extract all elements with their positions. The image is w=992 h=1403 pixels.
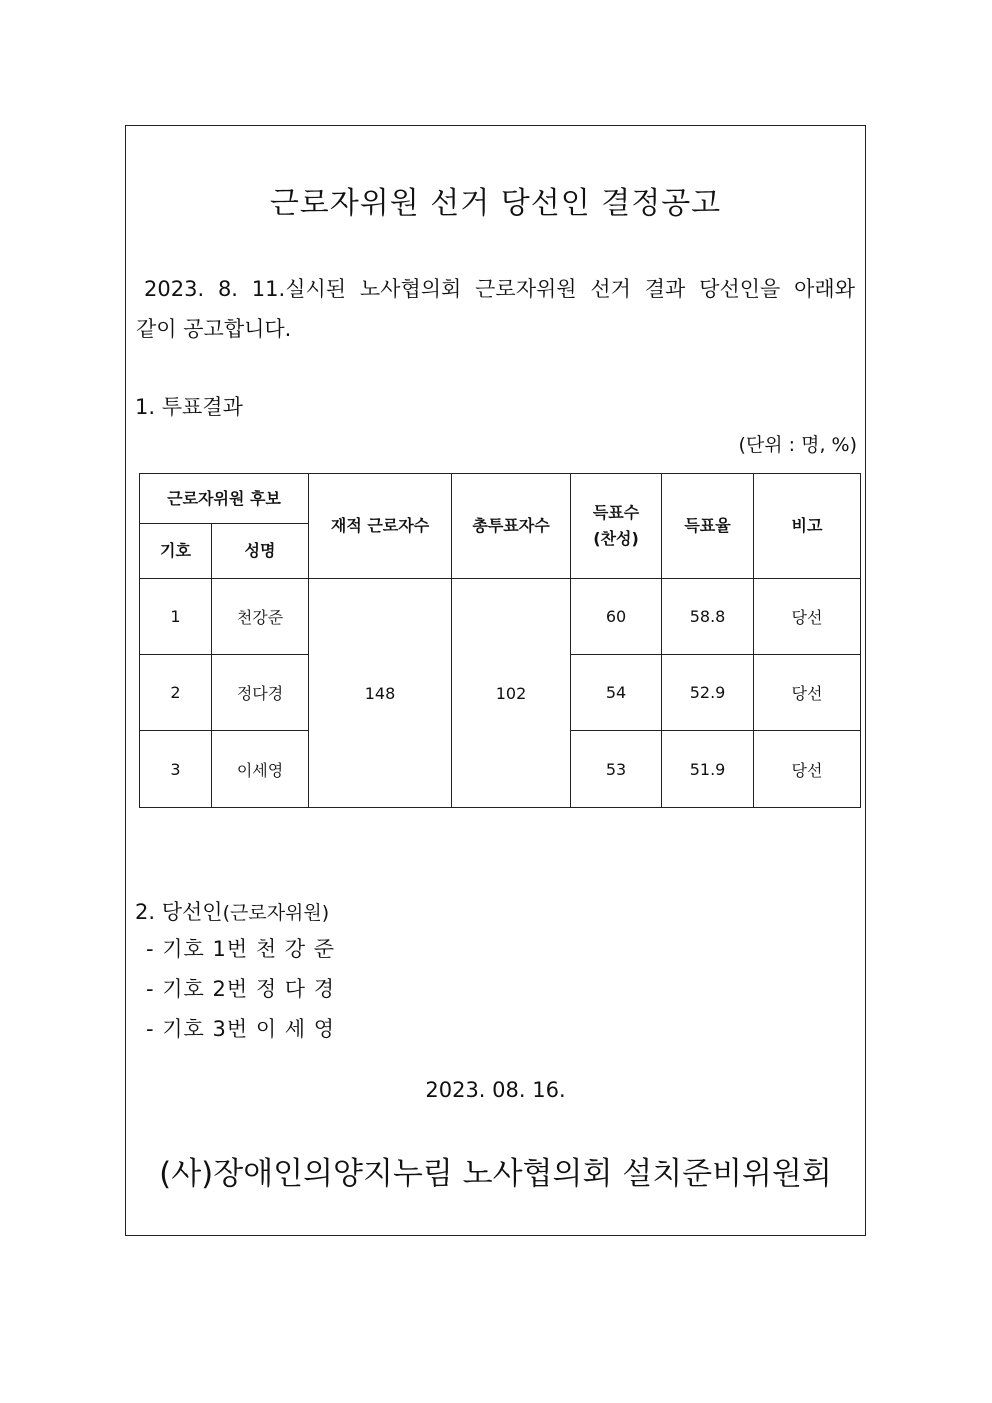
cell-employees-total: 148 (309, 579, 452, 808)
header-voters: 총투표자수 (452, 474, 571, 579)
header-employees: 재적 근로자수 (309, 474, 452, 579)
cell-note: 당선 (754, 655, 861, 731)
cell-number: 1 (140, 579, 212, 655)
header-candidate: 근로자위원 후보 (140, 474, 309, 524)
cell-rate: 52.9 (662, 655, 754, 731)
table-row (140, 579, 861, 655)
header-votes-line-1: 득표수 (592, 503, 640, 522)
cell-note: 당선 (754, 579, 861, 655)
intro-line-1: 2023. 8. 11.실시된 노사협의회 근로자위원 선거 결과 당선인을 아래와 (144, 277, 855, 301)
header-votes (571, 474, 662, 579)
section-2-heading-text: 2. 당선인 (135, 900, 223, 924)
cell-number: 2 (140, 655, 212, 731)
cell-voters-total: 102 (452, 579, 571, 808)
cell-votes: 53 (571, 731, 662, 808)
cell-votes: 54 (571, 655, 662, 731)
header-rate: 득표율 (662, 474, 754, 579)
cell-rate: 51.9 (662, 731, 754, 808)
winner-item: - 기호 1번 천 강 준 (146, 937, 336, 961)
results-table (139, 473, 861, 808)
cell-name: 정다경 (212, 655, 309, 731)
cell-name: 이세영 (212, 731, 309, 808)
winner-item: - 기호 2번 정 다 경 (146, 977, 336, 1001)
header-note: 비고 (754, 474, 861, 579)
intro-line-2: 같이 공고합니다. (136, 317, 292, 341)
cell-number: 3 (140, 731, 212, 808)
header-number: 기호 (140, 524, 212, 579)
winner-item: - 기호 3번 이 세 영 (146, 1017, 336, 1041)
header-name: 성명 (212, 524, 309, 579)
cell-votes: 60 (571, 579, 662, 655)
section-2-heading (135, 896, 329, 926)
cell-note: 당선 (754, 731, 861, 808)
section-2-heading-paren: (근로자위원) (222, 902, 330, 924)
cell-name: 천강준 (212, 579, 309, 655)
section-1-heading: 1. 투표결과 (135, 395, 243, 419)
unit-note: (단위 : 명, %) (738, 434, 857, 456)
notice-frame (125, 125, 866, 1236)
notice-title: 근로자위원 선거 당선인 결정공고 (269, 186, 722, 221)
header-votes-line-2: (찬성) (593, 529, 639, 548)
cell-rate: 58.8 (662, 579, 754, 655)
notice-date: 2023. 08. 16. (425, 1078, 566, 1102)
issuer-name: (사)장애인의양지누림 노사협의회 설치준비위원회 (159, 1156, 832, 1192)
intro-paragraph (136, 269, 855, 349)
